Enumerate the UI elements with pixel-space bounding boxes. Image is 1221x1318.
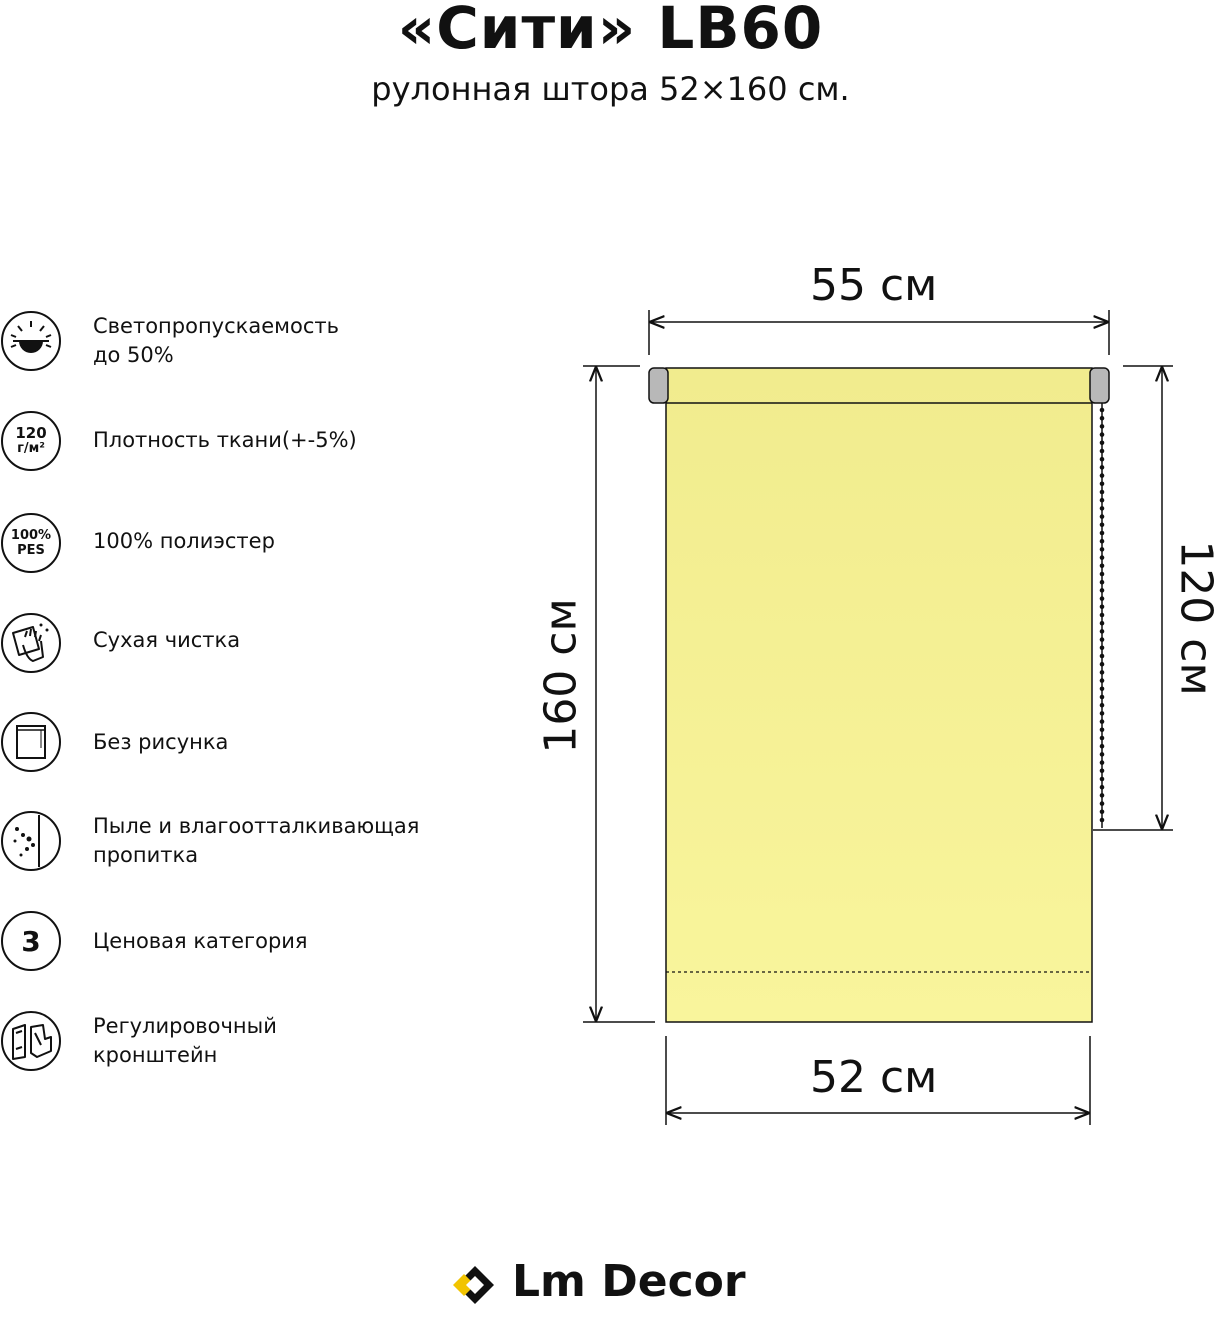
chain-bead bbox=[1100, 654, 1105, 659]
chain-bead bbox=[1100, 785, 1105, 790]
density-value: 120 bbox=[15, 426, 46, 441]
chain-bead bbox=[1100, 408, 1105, 413]
left-end-cap bbox=[649, 368, 668, 403]
chain-bead bbox=[1100, 711, 1105, 716]
chain-bead bbox=[1100, 687, 1105, 692]
feature-label: Регулировочный кронштейн bbox=[93, 1012, 493, 1070]
chain-bead bbox=[1100, 777, 1105, 782]
chain-bead bbox=[1100, 449, 1105, 454]
chain-bead bbox=[1100, 695, 1105, 700]
chain-bead bbox=[1100, 637, 1105, 642]
density-unit: г/м² bbox=[15, 441, 46, 456]
brand-mark-icon bbox=[450, 1260, 500, 1310]
control-chain bbox=[1100, 403, 1105, 828]
chain-bead bbox=[1100, 801, 1105, 806]
chain-bead bbox=[1100, 572, 1105, 577]
chain-bead bbox=[1100, 424, 1105, 429]
chain-bead bbox=[1100, 736, 1105, 741]
chain-bead bbox=[1100, 523, 1105, 528]
brand-name: Lm Decor bbox=[512, 1256, 746, 1307]
feature-label: Ценовая категория bbox=[93, 927, 493, 956]
chain-bead bbox=[1100, 760, 1105, 765]
chain-bead bbox=[1100, 678, 1105, 683]
left-height-label: 160 см bbox=[536, 598, 587, 753]
chain-bead bbox=[1100, 818, 1105, 823]
chain-bead bbox=[1100, 621, 1105, 626]
price-category-value: 3 bbox=[21, 925, 40, 958]
chain-bead bbox=[1100, 629, 1105, 634]
feature-label: Сухая чистка bbox=[93, 626, 493, 655]
right-height-label: 120 см bbox=[1171, 540, 1221, 695]
chain-bead bbox=[1100, 719, 1105, 724]
chain-bead bbox=[1100, 580, 1105, 585]
chain-bead bbox=[1100, 605, 1105, 610]
chain-bead bbox=[1100, 588, 1105, 593]
material-percent: 100% bbox=[11, 528, 51, 543]
chain-bead bbox=[1100, 457, 1105, 462]
chain-bead bbox=[1100, 810, 1105, 815]
chain-bead bbox=[1100, 646, 1105, 651]
chain-bead bbox=[1100, 744, 1105, 749]
chain-bead bbox=[1100, 752, 1105, 757]
chain-bead bbox=[1100, 465, 1105, 470]
feature-label: Плотность ткани(+-5%) bbox=[93, 426, 493, 455]
feature-label: Без рисунка bbox=[93, 728, 493, 757]
page-subtitle: рулонная штора 52×160 см. bbox=[0, 70, 1221, 108]
fabric-panel bbox=[666, 368, 1092, 1022]
feature-label: Светопропускаемость до 50% bbox=[93, 312, 493, 370]
right-height-dimension bbox=[1093, 366, 1173, 830]
chain-bead bbox=[1100, 769, 1105, 774]
chain-bead bbox=[1100, 482, 1105, 487]
right-end-cap bbox=[1090, 368, 1109, 403]
chain-bead bbox=[1100, 473, 1105, 478]
chain-bead bbox=[1100, 564, 1105, 569]
chain-bead bbox=[1100, 498, 1105, 503]
chain-bead bbox=[1100, 596, 1105, 601]
feature-label: Пыле и влагоотталкивающая пропитка bbox=[93, 812, 493, 870]
chain-bead bbox=[1100, 662, 1105, 667]
chain-bead bbox=[1100, 555, 1105, 560]
chain-bead bbox=[1100, 539, 1105, 544]
chain-bead bbox=[1100, 793, 1105, 798]
chain-bead bbox=[1100, 670, 1105, 675]
chain-bead bbox=[1100, 441, 1105, 446]
chain-bead bbox=[1100, 514, 1105, 519]
bottom-width-label: 52 см bbox=[810, 1052, 937, 1103]
chain-bead bbox=[1100, 416, 1105, 421]
chain-bead bbox=[1100, 506, 1105, 511]
chain-bead bbox=[1100, 531, 1105, 536]
chain-bead bbox=[1100, 547, 1105, 552]
feature-label: 100% полиэстер bbox=[93, 527, 493, 556]
left-height-dimension bbox=[583, 366, 655, 1022]
chain-bead bbox=[1100, 728, 1105, 733]
top-width-dimension bbox=[649, 310, 1109, 355]
chain-bead bbox=[1100, 432, 1105, 437]
top-width-label: 55 см bbox=[810, 260, 937, 311]
chain-bead bbox=[1100, 613, 1105, 618]
page-title: «Сити» LB60 bbox=[0, 0, 1221, 62]
chain-bead bbox=[1100, 703, 1105, 708]
chain-bead bbox=[1100, 490, 1105, 495]
material-code: PES bbox=[11, 543, 51, 558]
